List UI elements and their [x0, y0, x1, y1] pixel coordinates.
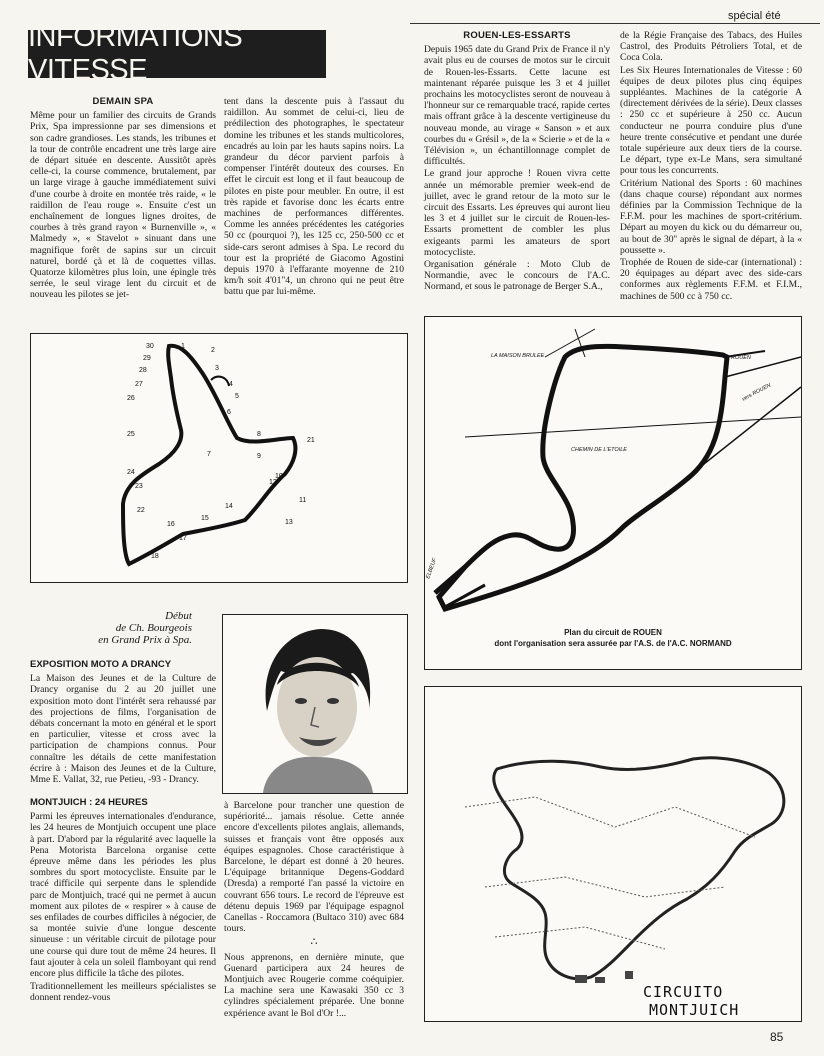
- portrait-drawing: [223, 615, 407, 793]
- montjuich-col-2: [224, 800, 404, 1020]
- spa-label: 15: [201, 515, 209, 522]
- portrait-photo: [222, 614, 408, 794]
- spa-label: 7: [207, 451, 211, 458]
- montjuich-circuit-map: [424, 686, 802, 1022]
- spa-label: 16: [167, 521, 175, 528]
- section-label: spécial été: [728, 10, 781, 22]
- rouen-col-1: [424, 30, 610, 294]
- spa-label: 8: [257, 431, 261, 438]
- rouen-heading: ROUEN-LES-ESSARTS: [463, 30, 571, 41]
- rouen-text-2c: Critérium National des Sports : 60 machines (dans chaque course) répondant aux normes définies par la Commission Technique de la F.F.M. pour les machines de sport-critérium. Départ au moyen du kick ou du démarreur ou, au bout de 30'' après le signal de départ, à la « poussette ».: [620, 177, 802, 256]
- montjuich-text-1: Parmi les épreuves internationales d'endurance, les 24 heures de Montjuich occupent une place à part. D'abord par la régularité avec laquelle la Pena Motorista Barcelona organise cette épreuve même dans les périodes les plus sombres du sport motocycliste. Ensuite par le tracé difficile qui serpente dans le splendide parc de Montjuich, tracé qui ne permet à aucun moment aux pilotes de « respirer » à cause de ses enfilades de courbes difficiles à négocier, de sa montée suivie d'une longue descente sinueuse : un véritable circuit de pilotage pour une course qui dure tout de même 24 heures. Il faut ajouter à cela un soleil flamboyant qui rend encore plus difficile la tâche des pilotes.: [30, 811, 216, 980]
- spa-label: 23: [135, 483, 143, 490]
- spa-label: 27: [135, 381, 143, 388]
- rouen-text-1b: Le grand jour approche ! Rouen vivra cette année un mémorable premier week-end de juillet, avec le grand retour de la moto sur le circuit des Essarts. Les épreuves qui auront lieu les 3 et 4 juillet sur le circuit de Rouen-les-Essarts promettent de combler les plus exigeants parmi les amateurs de sport motocycliste.: [424, 168, 610, 258]
- spa-label: 5: [235, 393, 239, 400]
- page-number: 85: [770, 1030, 784, 1044]
- photo-caption-line-1: Début: [165, 610, 192, 622]
- photo-caption-line-2: de Ch. Bourgeois: [115, 622, 192, 634]
- spa-text-1: Même pour un familier des circuits de Grands Prix, Spa impressionne par ses dimensions et son cadre grandioses. Les stands, les tribunes et la tour de contrôle encadrent une très large aire de départ située en descente. Aussitôt après celle-ci, la course commence, brutalement, par un large virage à gauche immédiatement suivi d'une courbe à droite en montée très raide, « le raidillon de l'eau rouge ». Ensuite c'est un enchaînement de longues lignes droites, de courbes à très grand rayon « Burnenville », « Malmedy », « Stavelot » sinuant dans une magnifique forêt de sapins sur un circuit naturel, bordé çà et là de coquettes villas. Quatorze kilomètres plus loin, une épingle très serrée, le seul virage lent du circuit et de nouveau les pilotes se jet-: [30, 110, 216, 301]
- spa-circuit-drawing: [31, 334, 407, 582]
- rouen-map-caption: [425, 627, 801, 649]
- spa-label: 29: [143, 355, 151, 362]
- montjuich-text-1b: Traditionnellement les meilleurs spécialistes se donnent rendez-vous: [30, 981, 216, 1004]
- drancy-text: La Maison des Jeunes et de la Culture de Drancy organise du 2 au 20 juillet une exposition moto dont l'intérêt sera rehaussé par des projections de films, l'organisation de débats concernant la moto en général et le sport en particulier, vitesse et cross avec la participation de champions connus. Pour connaître les détails de cette manifestation écrire à : Maison des Jeunes et de la Culture, Mme E. Vallat, 32, rue Petieu, -93 - Drancy.: [30, 673, 216, 786]
- spa-label: 14: [225, 503, 233, 510]
- rouen-circuit-drawing: [425, 317, 801, 617]
- spa-label: 3: [215, 365, 219, 372]
- spa-text-2: tent dans la descente puis à l'assaut du raidillon. Au sommet de celui-ci, lieu de prédilection des photographes, le spectateur domine les tribunes et les stands multicolores, encadrés au loin par les hauts sapins noirs. La grandeur du décor parvient parfois à compenser l'intérêt douteux des courses. En effet le circuit est long et il faut beaucoup de pilotes en piste pour meubler. En outre, il est très rapide et favorise donc les écarts entre machines de performances différentes. Comme les années précédentes les catégories 50 cc (pourquoi ?), les 125 cc, 250-500 cc et side-cars seront admises à Spa. Le record du tour est la propriété de Giacomo Agostini depuis 1970 à l'effarante moyenne de 210 km/h soit 4'01"4, un chrono qui ne peut être battu que par lui-même.: [224, 96, 404, 298]
- drancy-heading: EXPOSITION MOTO A DRANCY: [30, 659, 172, 670]
- rouen-circuit-map: [424, 316, 802, 670]
- spa-col-2: [224, 96, 404, 299]
- spa-label: 28: [139, 367, 147, 374]
- spa-label: 22: [137, 507, 145, 514]
- montjuich-map-title-1: CIRCUITO: [643, 983, 724, 1001]
- header-rule: [410, 23, 820, 24]
- rouen-map-label: vers ROUEN: [741, 382, 773, 403]
- rouen-text-1c: Organisation générale : Moto Club de Normandie, avec le concours de l'A.C. Normand, et sous le patronage de Berger S.A.,: [424, 259, 610, 293]
- spa-label: 2: [211, 347, 215, 354]
- photo-caption-line-3: en Grand Prix à Spa.: [98, 634, 192, 646]
- spa-label: 1: [181, 343, 185, 350]
- spa-label: 24: [127, 469, 135, 476]
- montjuich-text-2b: Nous apprenons, en dernière minute, que Guenard participera aux 24 heures de Montjuich avec Rougerie comme coéquipier. La machine sera une Kawasaki 350 cc 3 cylindres spécialement préparée. Une bonne expérience avant le Bol d'Or !...: [224, 951, 404, 1019]
- rouen-col-2: [620, 30, 802, 303]
- photo-caption: [60, 610, 192, 646]
- rouen-text-2d: Trophée de Rouen de side-car (international) : 20 équipages au départ avec des side-cars conformes aux règlements F.F.M. et F.I.M., machines de 500 cc à 750 cc.: [620, 257, 802, 302]
- montjuich-col-1: [30, 797, 216, 1005]
- banner-title: INFORMATIONS VITESSE: [28, 30, 326, 78]
- rouen-text-1: Depuis 1965 date du Grand Prix de France il n'y avait plus eu de courses de motos sur le circuit de Rouen-les-Essarts. Cette lacune est maintenant réparée puisque les 3 et 4 juillet prochains les motocyclistes seront de nouveau à l'honneur sur ce remarquable tracé, rapide certes mais offrant grâce à la descente vertigineuse du nouveau monde, au virage « Sanson » et aux courbes du « Grésil », de la « Scierie » et de la « Télévision », un échantillonnage complet de difficultés.: [424, 44, 610, 168]
- spa-label: 9: [257, 453, 261, 460]
- spa-label: 18: [151, 553, 159, 560]
- spa-label: 12: [269, 479, 277, 486]
- spa-label: 25: [127, 431, 135, 438]
- montjuich-text-2: à Barcelone pour trancher une question de supériorité... jamais résolue. Cette année encore d'excellents pilotes anglais, allemands, suisses et français vont être opposés aux équipes espagnoles. Chose caractéristique à Barcelone, le départ est donné à 20 heures. L'équipage britannique Degens-Goddard (Dresda) a remporté l'an passé la victoire en couvrant 656 tours. Le record de l'épreuve est détenu depuis 1969 par l'équipage espagnol Canellas - Roccamora (Bultaco 310) avec 684 tours.: [224, 800, 404, 935]
- rouen-map-label: ELBEUF: [425, 557, 439, 580]
- spa-label: 11: [299, 497, 307, 504]
- montjuich-circuit-drawing: [425, 687, 801, 1021]
- spa-label: 13: [285, 519, 293, 526]
- spa-col-1: [30, 96, 216, 302]
- spa-circuit-map: [30, 333, 408, 583]
- rouen-text-2b: Les Six Heures Internationales de Vitesse : 60 équipes de deux pilotes plus cinq équipes suppléantes. Machines de la catégorie A (directement dérivées de la série). Deux classes : 250 cc et supérieure à 250 cc. Aucun conducteur ne pourra conduire plus d'une heure trente consécutive et pendant une durée totale supérieure aux deux tiers de la course. Le départ, type ex-Le Mans, sera simultané pour tous les concurrents.: [620, 64, 802, 177]
- rouen-map-label: CHEMIN DE L'ETOILE: [571, 447, 627, 453]
- spa-heading: DEMAIN SPA: [92, 96, 154, 107]
- spa-label: 4: [229, 381, 233, 388]
- montjuich-map-title-2: MONTJUICH: [649, 1001, 740, 1019]
- spa-label: 17: [179, 535, 187, 542]
- spa-label: 21: [307, 437, 315, 444]
- rouen-map-caption-2: dont l'organisation sera assurée par l'A.S. de l'A.C. NORMAND: [494, 639, 732, 648]
- spa-label: 6: [227, 409, 231, 416]
- rouen-map-label: ROUEN: [731, 355, 751, 361]
- spa-label: 26: [127, 395, 135, 402]
- drancy-article: [30, 659, 216, 786]
- montjuich-heading: MONTJUICH : 24 HEURES: [30, 797, 148, 808]
- rouen-map-caption-1: Plan du circuit de ROUEN: [564, 628, 662, 637]
- spa-label: 10: [275, 473, 283, 480]
- spa-label: 30: [146, 343, 154, 350]
- montjuich-separator: ∴: [310, 936, 318, 949]
- rouen-text-2: de la Régie Française des Tabacs, des Huiles Castrol, des Produits Pétroliers Total, et de Coca Cola.: [620, 30, 802, 64]
- rouen-map-label: LA MAISON BRULEE: [491, 353, 545, 359]
